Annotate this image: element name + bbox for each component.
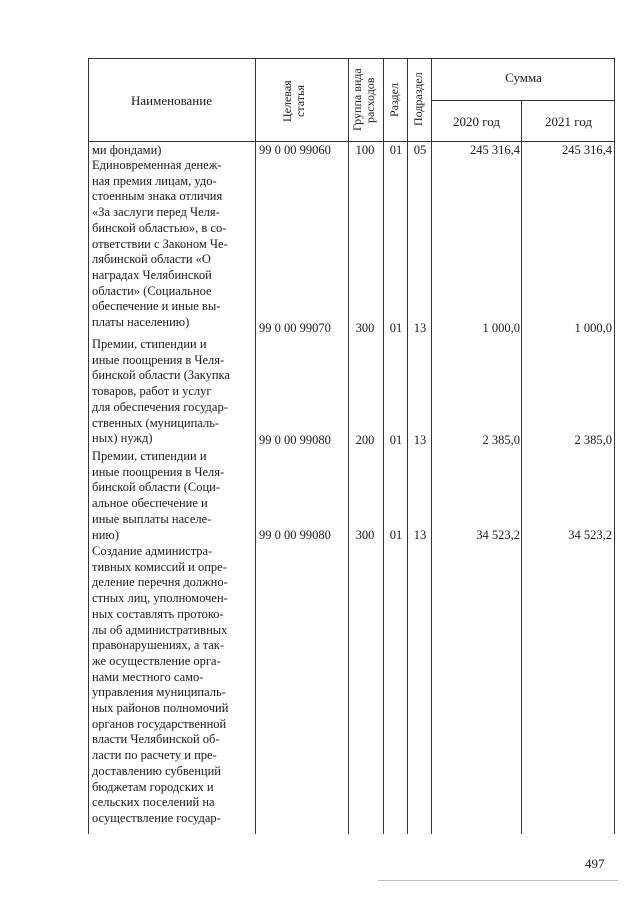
column-divider	[383, 58, 384, 834]
row-amount-2021: 1 000,0	[574, 321, 612, 335]
row-name: ми фондами)	[92, 143, 162, 157]
page-number: 497	[585, 856, 605, 871]
row-subsection: 13	[413, 528, 427, 542]
header-target-article: Целевая статья	[280, 80, 307, 122]
column-divider	[255, 58, 256, 834]
row-target-article: 99 0 00 99080	[259, 433, 331, 447]
row-amount-2020: 34 523,2	[476, 528, 520, 542]
table-border-left	[88, 58, 89, 834]
row-amount-2021: 34 523,2	[568, 528, 612, 542]
footer-divider	[378, 880, 618, 881]
header-subsection: Подраздел	[411, 72, 425, 127]
row-target-article: 99 0 00 99080	[259, 528, 331, 542]
header-section: Раздел	[387, 83, 401, 117]
row-amount-2020: 2 385,0	[482, 433, 520, 447]
header-sum: Сумма	[505, 70, 542, 85]
row-name: Премии, стипендии и иные поощрения в Челя- бинской области (Соци- альное обеспечение и иные выплаты населе- нию)	[92, 449, 225, 542]
table-border-top	[88, 58, 615, 59]
row-name: Создание администра- тивных комиссий и опре- деление перечня должно- стных лиц, уполномочен- ных составлять протоко- лы об административных правонарушениях, а так- же осуществление орга- нами местного само- управления муниципаль- ных районов полномочий органов государственной власти Челябинской об- ласти по расчету и пре- доставлению субвенций бюджетам городских и сельских поселений на осуществление государ-	[92, 544, 229, 825]
row-section: 01	[389, 321, 403, 335]
column-divider	[407, 58, 408, 834]
sum-header-divider	[431, 100, 615, 101]
row-amount-2021: 2 385,0	[574, 433, 612, 447]
row-expense-group: 300	[355, 321, 375, 335]
row-amount-2020: 1 000,0	[482, 321, 520, 335]
row-name: Единовременная денеж- ная премия лицам, удо- стоенным знака отличия «За заслуги перед Челя- бинской областью», в со- ответствии с Законом Че- лябинской области «О наградах Челябинской области» (Социальное обеспечение и иные вы- платы населению)	[92, 158, 228, 330]
row-section: 01	[389, 143, 403, 157]
row-expense-group: 200	[355, 433, 375, 447]
row-subsection: 05	[413, 143, 427, 157]
row-name: Премии, стипендии и иные поощрения в Челя- бинской области (Закупка товаров, работ и услуг для обеспечения государ- ственных (муниципаль- ных) нужд)	[92, 337, 230, 446]
table-border-right	[614, 58, 615, 834]
column-divider	[521, 100, 522, 834]
row-amount-2021: 245 316,4	[562, 143, 612, 157]
row-amount-2020: 245 316,4	[470, 143, 520, 157]
row-subsection: 13	[413, 321, 427, 335]
row-subsection: 13	[413, 433, 427, 447]
header-expense-group: Группа вида расходов	[350, 68, 377, 132]
header-bottom-rule	[88, 141, 615, 142]
header-year-2020: 2020 год	[453, 114, 500, 129]
row-target-article: 99 0 00 99060	[259, 143, 331, 157]
row-target-article: 99 0 00 99070	[259, 321, 331, 335]
row-expense-group: 100	[355, 143, 375, 157]
row-expense-group: 300	[355, 528, 375, 542]
header-name: Наименование	[131, 93, 212, 108]
header-year-2021: 2021 год	[545, 114, 592, 129]
column-divider	[431, 58, 432, 834]
row-section: 01	[389, 528, 403, 542]
row-section: 01	[389, 433, 403, 447]
